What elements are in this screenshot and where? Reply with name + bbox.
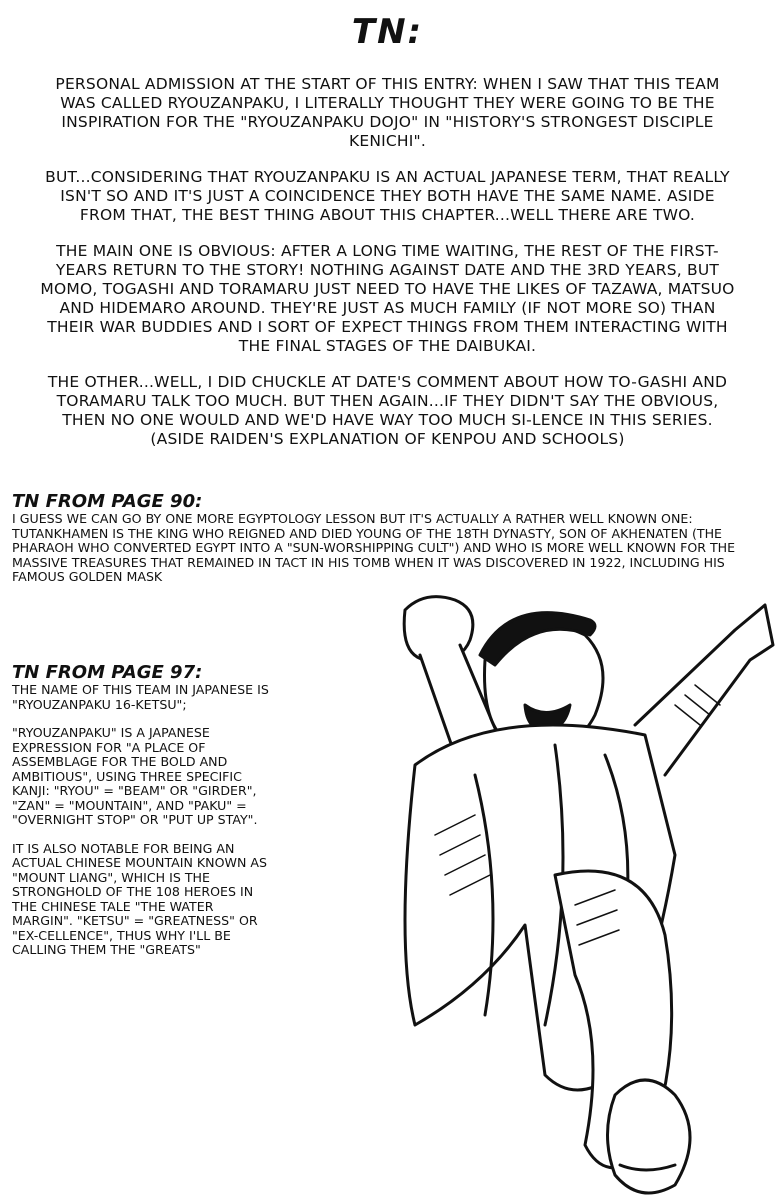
tn-page-90-body: I GUESS WE CAN GO BY ONE MORE EGYPTOLOGY LESSON BUT IT'S ACTUALLY A RATHER WELL KNOWN ONE: TUTANKHAMEN IS THE KING WHO REIGNED AND DIED YOUNG OF THE 18TH DYNASTY, SON OF AKHENATEN (THE PHARAOH WHO CONVERTED EGYPT INTO A "SUN-WORSHIPPING CULT") AND WHO IS MORE WELL KNOWN FOR THE MASSIVE TREASURES THAT REMAINED IN TACT IN HIS TOMB WHEN IT WAS DISCOVERED IN 1922, INCLUDING HIS FAMOUS GOLDEN MASK: [12, 511, 736, 584]
intro-paragraph: BUT...CONSIDERING THAT RYOUZANPAKU IS AN ACTUAL JAPANESE TERM, THAT REALLY ISN'T SO AND IT'S JUST A COINCIDENCE THEY BOTH HAVE THE SAME NAME. ASIDE FROM THAT, THE BEST THING ABOUT THIS CHAPTER...WELL THERE ARE TWO.: [45, 168, 730, 224]
page-title: TN:: [351, 12, 424, 52]
intro-paragraph: THE OTHER...WELL, I DID CHUCKLE AT DATE'S COMMENT ABOUT HOW TO-GASHI AND TORAMARU TALK TOO MUCH. BUT THEN AGAIN...IF THEY DIDN'T SAY THE OBVIOUS, THEN NO ONE WOULD AND WE'D HAVE WAY TOO MUCH SI-LENCE IN THIS SERIES. (ASIDE RAIDEN'S EXPLANATION OF KENPOU AND SCHOOLS): [47, 373, 728, 448]
tn-page-97-heading: TN FROM PAGE 97:: [12, 662, 203, 683]
tn-page-97-section: [12, 663, 274, 972]
intro-paragraph: PERSONAL ADMISSION AT THE START OF THIS ENTRY: WHEN I SAW THAT THIS TEAM WAS CALLED RYOUZANPAKU, I LITERALLY THOUGHT THEY WERE GOING TO BE THE INSPIRATION FOR THE "RYOUZANPAKU DOJO" IN "HISTORY'S STRONGEST DISCIPLE KENICHI".: [55, 75, 720, 150]
tn-page-97-paragraph: "RYOUZANPAKU" IS A JAPANESE EXPRESSION FOR "A PLACE OF ASSEMBLAGE FOR THE BOLD AND AMBITIOUS", USING THREE SPECIFIC KANJI: "RYOU" = "BEAM" OR "GIRDER", "ZAN" = "MOUNTAIN", AND "PAKU" = "OVERNIGHT STOP" OR "PUT UP STAY".: [12, 725, 258, 827]
tn-page-90-section: [12, 492, 767, 585]
tn-page-97-paragraph: THE NAME OF THIS TEAM IN JAPANESE IS "RYOUZANPAKU 16-KETSU";: [12, 682, 269, 712]
tn-page-90-heading: TN FROM PAGE 90:: [12, 491, 203, 512]
intro-notes: [40, 75, 735, 466]
foot: [608, 1080, 691, 1193]
tn-page-97-paragraph: IT IS ALSO NOTABLE FOR BEING AN ACTUAL CHINESE MOUNTAIN KNOWN AS "MOUNT LIANG", WHICH IS THE STRONGHOLD OF THE 108 HEROES IN THE CHINESE TALE "THE WATER MARGIN". "KETSU" = "GREATNESS" OR "EX-CELLENCE", THUS WHY I'LL BE CALLING THEM THE "GREATS": [12, 840, 268, 957]
manga-character-illustration: [255, 575, 775, 1200]
outstretched-arm: [635, 605, 773, 775]
intro-paragraph: THE MAIN ONE IS OBVIOUS: AFTER A LONG TIME WAITING, THE REST OF THE FIRST-YEARS RETURN TO THE STORY! NOTHING AGAINST DATE AND THE 3RD YEARS, BUT MOMO, TOGASHI AND TORAMARU JUST NEED TO HAVE THE LIKES OF TAZAWA, MATSUO AND HIDEMARO AROUND. THEY'RE JUST AS MUCH FAMILY (IF NOT MORE SO) THAN THEIR WAR BUDDIES AND I SORT OF EXPECT THINGS FROM THEM INTERACTING WITH THE FINAL STAGES OF THE DAIBUKAI.: [40, 242, 735, 355]
